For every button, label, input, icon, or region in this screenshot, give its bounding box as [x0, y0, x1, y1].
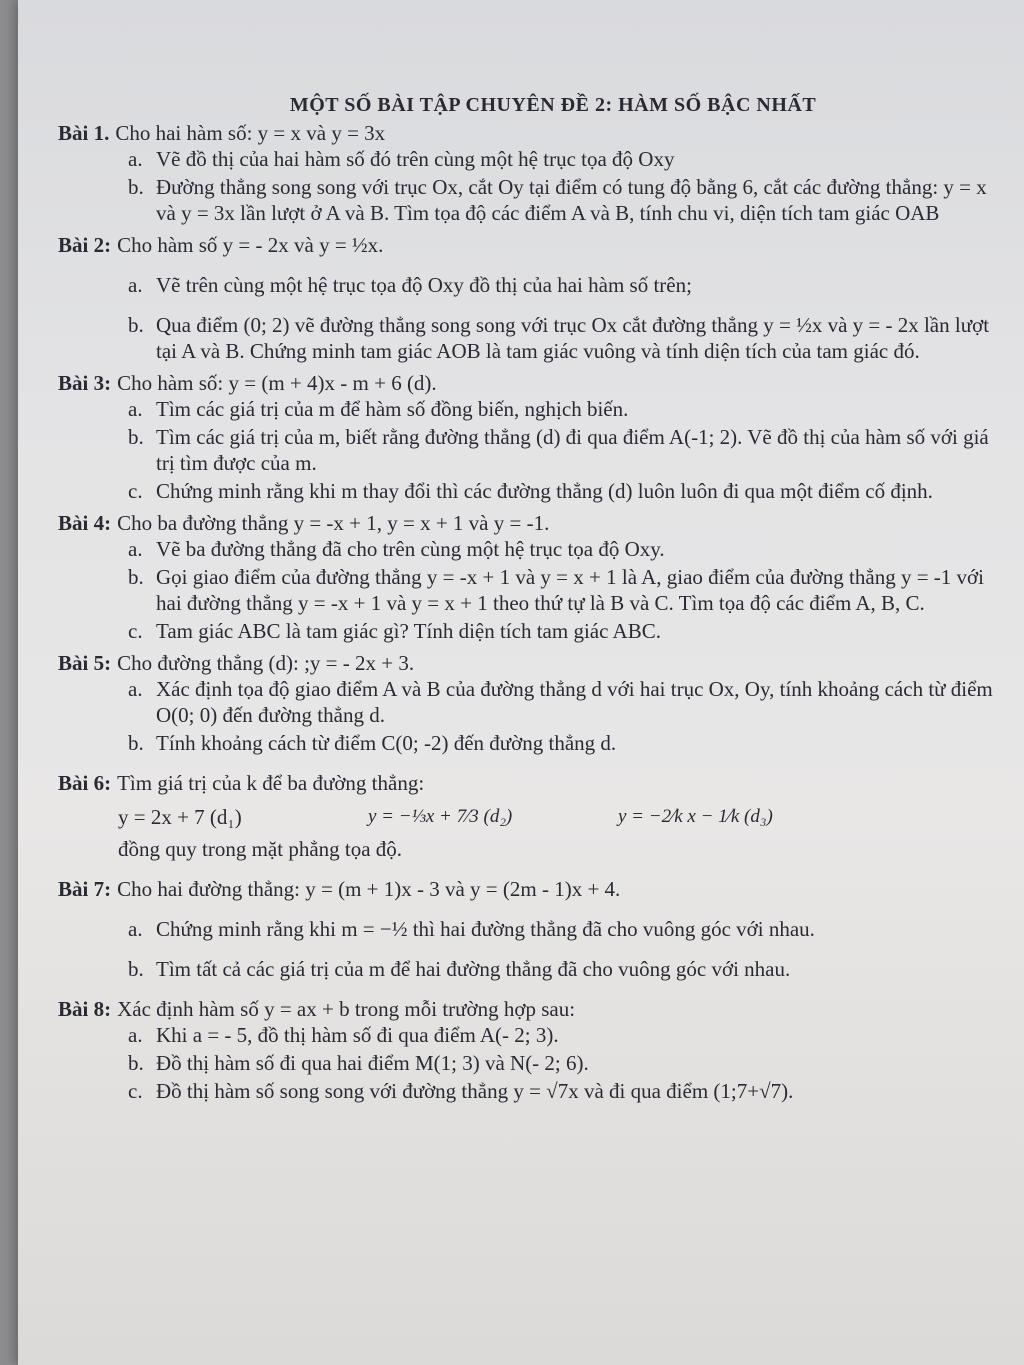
part-letter: b. — [128, 1051, 144, 1075]
exercise-8-part-b — [128, 1050, 1008, 1076]
exercise-5-parts — [58, 676, 1008, 756]
worksheet-page — [18, 0, 1024, 1365]
part-text: Vẽ ba đường thẳng đã cho trên cùng một hệ trục tọa độ Oxy. — [156, 537, 665, 561]
part-letter: a. — [128, 917, 143, 941]
part-letter: a. — [128, 537, 143, 561]
exercise-2-part-a — [128, 272, 1008, 298]
exercise-7-label: Bài 7: — [58, 877, 112, 901]
exercise-3-label: Bài 3: — [58, 371, 112, 395]
exercise-3-part-b — [128, 424, 1008, 476]
exercise-4-parts — [58, 536, 1008, 644]
part-text: Chứng minh rằng khi m = −½ thì hai đường thẳng đã cho vuông góc với nhau. — [156, 917, 815, 941]
part-letter: b. — [128, 957, 144, 981]
part-text: Tam giác ABC là tam giác gì? Tính diện tích tam giác ABC. — [156, 619, 661, 643]
exercise-1-label: Bài 1. — [58, 121, 110, 145]
exercise-3-heading — [58, 370, 1008, 396]
exercise-4-part-c — [128, 618, 1008, 644]
equation-d3: y = −2⁄k x − 1⁄k (d₃) — [618, 806, 773, 827]
equation-d1: y = 2x + 7 (d₁) — [118, 805, 242, 829]
exercise-5-label: Bài 5: — [58, 651, 112, 675]
exercise-4-label: Bài 4: — [58, 511, 112, 535]
part-letter: c. — [128, 619, 143, 643]
part-text: Đồ thị hàm số song song với đường thẳng y = √7x và đi qua điểm (1;7+√7). — [156, 1079, 794, 1103]
part-text: Qua điểm (0; 2) vẽ đường thẳng song song với trục Ox cắt đường thẳng y = ½x và y = - 2x lần lượt tại A và B. Chứng minh tam giác AOB là tam giác vuông và tính diện tích của tam giác đó. — [156, 313, 990, 363]
exercise-1-parts — [58, 146, 1008, 226]
exercise-2-label: Bài 2: — [58, 233, 112, 257]
exercise-5-part-b — [128, 730, 1008, 756]
exercise-4-part-a — [128, 536, 1008, 562]
exercise-4 — [58, 510, 1008, 644]
exercise-8-heading — [58, 996, 1008, 1022]
exercise-3 — [58, 370, 1008, 504]
exercise-1-part-b — [128, 174, 1008, 226]
exercise-2-heading — [58, 232, 1008, 258]
exercise-4-part-b — [128, 564, 1008, 616]
exercise-2-part-b — [128, 312, 1008, 364]
equation-d2: y = −⅓x + 7⁄3 (d₂) — [368, 806, 513, 827]
exercise-3-parts — [58, 396, 1008, 504]
exercise-2-parts — [58, 272, 1008, 364]
part-letter: b. — [128, 175, 144, 199]
exercise-5-part-a — [128, 676, 1008, 728]
exercise-6-tail: đồng quy trong mặt phẳng tọa độ. — [118, 837, 403, 861]
exercise-7-text: Cho hai đường thẳng: y = (m + 1)x - 3 và y = (2m - 1)x + 4. — [117, 877, 621, 901]
part-text: Vẽ đồ thị của hai hàm số đó trên cùng một hệ trục tọa độ Oxy — [156, 147, 675, 171]
exercise-4-text: Cho ba đường thẳng y = -x + 1, y = x + 1 và y = -1. — [117, 511, 550, 535]
exercise-1-text: Cho hai hàm số: y = x và y = 3x — [115, 121, 386, 145]
exercise-5-text: Cho đường thẳng (d): ;y = - 2x + 3. — [117, 651, 415, 675]
exercise-6-equations — [58, 804, 1008, 830]
exercise-8-parts — [58, 1022, 1008, 1104]
exercise-1-part-a — [128, 146, 1008, 172]
part-text: Gọi giao điểm của đường thẳng y = -x + 1 và y = x + 1 là A, giao điểm của đường thẳng y = -1 với hai đường thẳng y = -x + 1 và y = x + 1 theo thứ tự là B và C. Tìm tọa độ các điểm A, B, C. — [156, 565, 984, 615]
exercise-6-label: Bài 6: — [58, 771, 112, 795]
exercise-1-heading — [58, 120, 1008, 146]
exercise-5 — [58, 650, 1008, 756]
exercise-7-parts — [58, 916, 1008, 982]
part-letter: b. — [128, 731, 144, 755]
exercise-8-part-a — [128, 1022, 1008, 1048]
exercise-8 — [58, 996, 1008, 1104]
worksheet-content — [58, 92, 1008, 1110]
part-letter: a. — [128, 397, 143, 421]
part-text: Xác định tọa độ giao điểm A và B của đường thẳng d với hai trục Ox, Oy, tính khoảng cách từ điểm O(0; 0) đến đường thẳng d. — [156, 677, 993, 727]
exercise-2 — [58, 232, 1008, 364]
exercise-7 — [58, 876, 1008, 982]
exercise-8-text: Xác định hàm số y = ax + b trong mỗi trường hợp sau: — [117, 997, 576, 1021]
part-letter: c. — [128, 479, 143, 503]
exercise-3-part-a — [128, 396, 1008, 422]
part-text: Đồ thị hàm số đi qua hai điểm M(1; 3) và N(- 2; 6). — [156, 1051, 589, 1075]
part-text: Vẽ trên cùng một hệ trục tọa độ Oxy đồ thị của hai hàm số trên; — [156, 273, 692, 297]
exercise-2-text: Cho hàm số y = - 2x và y = ½x. — [117, 233, 384, 257]
exercise-6-heading — [58, 770, 1008, 796]
exercise-4-heading — [58, 510, 1008, 536]
part-letter: b. — [128, 425, 144, 449]
exercise-5-heading — [58, 650, 1008, 676]
part-text: Tìm các giá trị của m để hàm số đồng biến, nghịch biến. — [156, 397, 629, 421]
part-text: Tính khoảng cách từ điểm C(0; -2) đến đường thẳng d. — [156, 731, 617, 755]
exercise-8-label: Bài 8: — [58, 997, 112, 1021]
page-title: MỘT SỐ BÀI TẬP CHUYÊN ĐỀ 2: HÀM SỐ BẬC NHẤT — [289, 94, 817, 116]
exercise-7-part-b — [128, 956, 1008, 982]
exercise-6 — [58, 770, 1008, 862]
part-text: Khi a = - 5, đồ thị hàm số đi qua điểm A(- 2; 3). — [156, 1023, 559, 1047]
exercise-7-part-a — [128, 916, 1008, 942]
part-letter: b. — [128, 565, 144, 589]
part-text: Tìm tất cả các giá trị của m để hai đường thẳng đã cho vuông góc với nhau. — [156, 957, 791, 981]
part-letter: a. — [128, 273, 143, 297]
exercise-3-part-c — [128, 478, 1008, 504]
part-text: Chứng minh rằng khi m thay đổi thì các đường thẳng (d) luôn luôn đi qua một điểm cố định. — [156, 479, 933, 503]
part-letter: b. — [128, 313, 144, 337]
exercise-6-text: Tìm giá trị của k để ba đường thẳng: — [117, 771, 425, 795]
part-letter: a. — [128, 147, 143, 171]
part-letter: a. — [128, 677, 143, 701]
part-text: Đường thẳng song song với trục Ox, cắt Oy tại điểm có tung độ bằng 6, cắt các đường thẳng: y = x và y = 3x lần lượt ở A và B. Tìm tọa độ các điểm A và B, tính chu vi, diện tích tam giác OAB — [156, 175, 987, 225]
part-letter: c. — [128, 1079, 143, 1103]
part-letter: a. — [128, 1023, 143, 1047]
exercise-1 — [58, 120, 1008, 226]
exercise-8-part-c — [128, 1078, 1008, 1104]
exercise-3-text: Cho hàm số: y = (m + 4)x - m + 6 (d). — [117, 371, 437, 395]
part-text: Tìm các giá trị của m, biết rằng đường thẳng (d) đi qua điểm A(-1; 2). Vẽ đồ thị của hàm số với giá trị tìm được của m. — [156, 425, 989, 475]
exercise-7-heading — [58, 876, 1008, 902]
